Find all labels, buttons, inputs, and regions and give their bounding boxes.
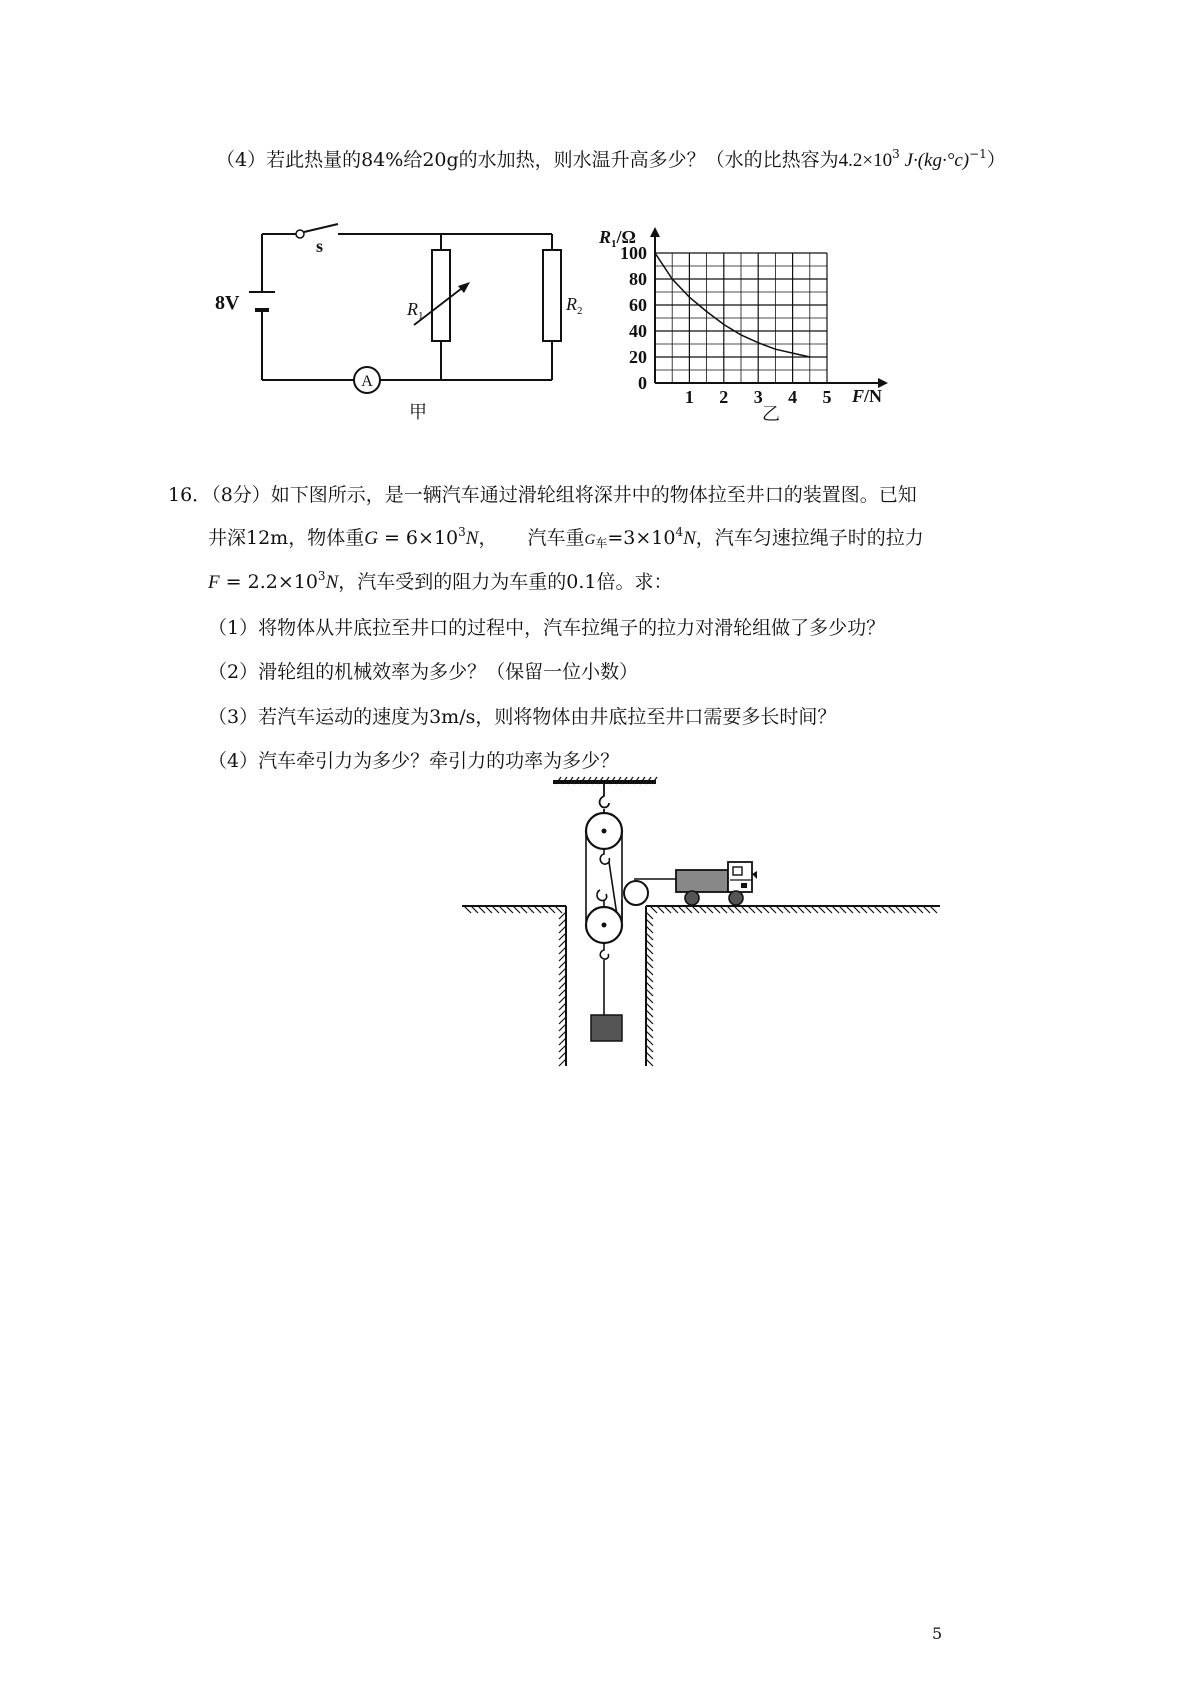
hatch-line xyxy=(646,1024,653,1031)
y-tick-label: 100 xyxy=(620,243,647,263)
hatch-line xyxy=(559,926,566,933)
hatch-line xyxy=(699,906,706,913)
hatch-line xyxy=(867,906,874,913)
hatch-line xyxy=(485,906,492,913)
specific-heat-unit: J·(kg·°c) xyxy=(899,150,970,171)
hatch-line xyxy=(909,906,916,913)
load-block-icon xyxy=(591,1015,622,1041)
hatch-line xyxy=(646,1052,653,1059)
hatch-line xyxy=(646,912,653,919)
hatch-line xyxy=(776,906,783,913)
truck-icon xyxy=(676,862,757,905)
hatch-line xyxy=(678,906,685,913)
hatch-line xyxy=(783,906,790,913)
hatch-line xyxy=(818,906,825,913)
x-tick-label: 5 xyxy=(822,387,832,407)
hatch-line xyxy=(559,1045,566,1052)
hatch-line xyxy=(471,906,478,913)
x-tick-label: 4 xyxy=(788,387,798,407)
hatch-line xyxy=(646,1031,653,1038)
hatch-line xyxy=(741,906,748,913)
hatch-line xyxy=(650,906,657,913)
y-tick-label: 0 xyxy=(638,373,647,393)
q16-part4: （4）汽车牵引力为多少？牵引力的功率为多少？ xyxy=(208,750,620,772)
hatch-line xyxy=(559,912,566,919)
hatch-line xyxy=(790,906,797,913)
car-weight-subscript: 车 xyxy=(595,536,608,550)
hatch-line xyxy=(832,906,839,913)
car-weight-text: 汽车重 xyxy=(527,527,585,549)
hatch-line xyxy=(534,906,541,913)
hatch-line xyxy=(706,906,713,913)
car-weight-exponent: 4 xyxy=(675,525,684,539)
hatch-line xyxy=(839,906,846,913)
ground-surface xyxy=(462,906,940,1066)
hatch-line xyxy=(646,954,653,961)
battery-voltage-label: 8V xyxy=(215,292,240,314)
hatch-line xyxy=(811,906,818,913)
object-weight-value: = 6×10 xyxy=(377,527,459,549)
hatch-line xyxy=(646,926,653,933)
pull-force-value: = 2.2×10 xyxy=(219,571,318,593)
hatch-line xyxy=(727,906,734,913)
hatch-line xyxy=(902,906,909,913)
hatch-line xyxy=(755,906,762,913)
hatch-line xyxy=(559,1010,566,1017)
object-weight-symbol: G xyxy=(364,528,378,549)
hatch-line xyxy=(559,947,566,954)
q15-part4-label: （4） xyxy=(216,149,267,171)
hatch-line xyxy=(923,906,930,913)
hatch-line xyxy=(559,1017,566,1024)
hatch-line xyxy=(762,906,769,913)
hatch-line xyxy=(646,968,653,975)
graph-y-axis-label: $R_1/\Omega$ xyxy=(599,227,636,250)
hatch-line xyxy=(646,1017,653,1024)
y-tick-label: 60 xyxy=(629,295,647,315)
q16-well-depth: 井深12m，物体重 xyxy=(208,527,365,549)
hatch-line xyxy=(559,933,566,940)
hatch-line xyxy=(559,940,566,947)
hatch-line xyxy=(646,975,653,982)
hatch-line xyxy=(559,1052,566,1059)
page-number: 5 xyxy=(932,1624,943,1643)
graph-caption: 乙 xyxy=(762,404,780,424)
hatch-line xyxy=(646,1059,653,1066)
pull-force-exponent: 3 xyxy=(317,569,326,583)
object-weight-unit: N xyxy=(465,528,479,549)
hatch-line xyxy=(734,906,741,913)
hatch-line xyxy=(646,996,653,1003)
hatch-line xyxy=(646,961,653,968)
hatch-line xyxy=(713,906,720,913)
hatch-line xyxy=(478,906,485,913)
hatch-line xyxy=(748,906,755,913)
hatch-line xyxy=(464,906,471,913)
hatch-line xyxy=(646,1045,653,1052)
x-tick-label: 3 xyxy=(753,387,763,407)
hatch-line xyxy=(664,906,671,913)
hatch-line xyxy=(797,906,804,913)
object-weight-exponent: 3 xyxy=(458,525,466,539)
hatch-line xyxy=(527,906,534,913)
hatch-line xyxy=(492,906,499,913)
resistance-ratio-text: ，汽车受到的阻力为车重的0.1倍。求： xyxy=(338,571,673,593)
hatch-line xyxy=(685,906,692,913)
hatch-line xyxy=(646,947,653,954)
car-weight-value: =3×10 xyxy=(607,527,676,549)
pull-force-symbol: F xyxy=(208,572,220,593)
graph-x-axis-label: F/N xyxy=(852,386,883,406)
hatch-line xyxy=(860,906,867,913)
r2-label: $R_2$ xyxy=(566,294,583,317)
pull-force-text: ，汽车匀速拉绳子时的拉力 xyxy=(695,527,924,549)
circuit-caption: 甲 xyxy=(409,402,427,422)
x-tick-label: 1 xyxy=(684,387,694,407)
hatch-line xyxy=(671,906,678,913)
hatch-line xyxy=(720,906,727,913)
hatch-line xyxy=(559,954,566,961)
pull-force-unit: N xyxy=(325,572,339,593)
hatch-line xyxy=(646,1038,653,1045)
q16-score: （8分） xyxy=(211,484,271,506)
y-tick-label: 80 xyxy=(629,269,647,289)
hatch-line xyxy=(541,906,548,913)
y-tick-label: 20 xyxy=(629,347,647,367)
hatch-line xyxy=(548,906,555,913)
hatch-line xyxy=(559,919,566,926)
q16-part2: （2）滑轮组的机械效率为多少？（保留一位小数） xyxy=(208,661,639,683)
hatch-line xyxy=(874,906,881,913)
hatch-line xyxy=(559,1003,566,1010)
specific-heat-value: 4.2×10 xyxy=(838,150,893,171)
specific-heat-exponent: 3 xyxy=(892,147,900,161)
hatch-line xyxy=(895,906,902,913)
ceiling-hook-icon xyxy=(600,784,609,807)
hatch-line xyxy=(646,940,653,947)
hatch-line xyxy=(769,906,776,913)
hatch-line xyxy=(916,906,923,913)
hatch-line xyxy=(506,906,513,913)
hatch-line xyxy=(559,1031,566,1038)
hatch-line xyxy=(888,906,895,913)
hatch-line xyxy=(646,982,653,989)
hatch-line xyxy=(646,919,653,926)
hatch-line xyxy=(559,975,566,982)
hatch-line xyxy=(559,982,566,989)
hatch-line xyxy=(646,1010,653,1017)
hatch-line xyxy=(646,1003,653,1010)
car-weight-symbol: G xyxy=(584,532,596,548)
load-hook-icon xyxy=(600,943,608,959)
hatch-line xyxy=(499,906,506,913)
ceiling-support xyxy=(553,777,657,784)
r1-label: $R_1$ xyxy=(407,299,424,322)
fixed-pulley-hook-icon xyxy=(600,849,609,864)
hatch-line xyxy=(853,906,860,913)
hatch-line xyxy=(825,906,832,913)
x-tick-label: 2 xyxy=(719,387,729,407)
hatch-line xyxy=(559,961,566,968)
q16-part1: （1）将物体从井底拉至井口的过程中，汽车拉绳子的拉力对滑轮组做了多少功？ xyxy=(208,617,886,639)
hatch-line xyxy=(646,989,653,996)
q16-number: 16． xyxy=(168,484,212,506)
hatch-line xyxy=(559,1038,566,1045)
hatch-line xyxy=(692,906,699,913)
hatch-line xyxy=(513,906,520,913)
q15-part4-close: ） xyxy=(986,149,1006,171)
hatch-line xyxy=(520,906,527,913)
hatch-line xyxy=(559,1024,566,1031)
hatch-line xyxy=(930,906,937,913)
car-weight-unit: N xyxy=(683,528,696,549)
guide-pulley-icon xyxy=(624,881,648,905)
hatch-line xyxy=(657,906,664,913)
hatch-line xyxy=(555,906,562,913)
hatch-line xyxy=(559,989,566,996)
specific-heat-unit-exponent: −1 xyxy=(969,147,987,161)
hatch-line xyxy=(881,906,888,913)
q16-intro: 如下图所示，是一辆汽车通过滑轮组将深井中的物体拉至井口的装置图。已知 xyxy=(270,484,917,506)
hatch-line xyxy=(559,1059,566,1066)
q15-part4-text: 若此热量的84%给20g的水加热，则水温升高多少？（水的比热容为 xyxy=(266,149,839,171)
q16-part3: （3）若汽车运动的速度为3m/s，则将物体由井底拉至井口需要多长时间？ xyxy=(208,706,837,728)
hatch-line xyxy=(846,906,853,913)
ammeter-label: A xyxy=(361,373,373,390)
hatch-line xyxy=(559,996,566,1003)
hatch-line xyxy=(559,968,566,975)
movable-pulley-hook-icon xyxy=(597,890,607,901)
switch-label: s xyxy=(316,236,324,256)
q16-separator: ， xyxy=(478,527,498,549)
y-tick-label: 40 xyxy=(629,321,647,341)
hatch-line xyxy=(646,933,653,940)
hatch-line xyxy=(804,906,811,913)
